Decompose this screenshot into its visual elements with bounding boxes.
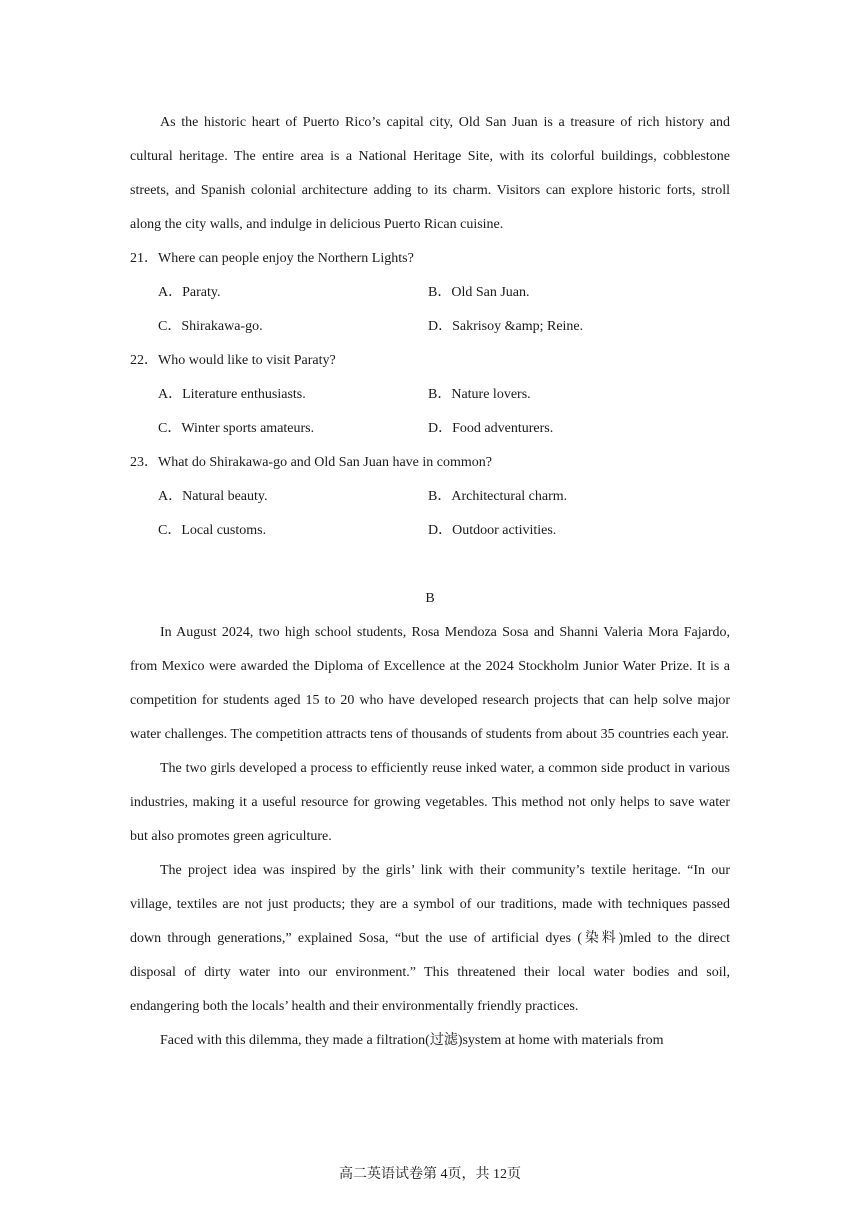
- option-a[interactable]: A．Paraty.: [158, 285, 221, 300]
- option-d[interactable]: D．Outdoor activities.: [428, 523, 557, 538]
- option-b[interactable]: B．Nature lovers.: [428, 387, 531, 402]
- question-22: [130, 344, 730, 446]
- option-b[interactable]: B．Architectural charm.: [428, 489, 568, 504]
- option-c[interactable]: C．Shirakawa-go.: [158, 319, 263, 334]
- section-b-paragraph: Faced with this dilemma, they made a filtration(过滤)system at home with materials from: [160, 1033, 664, 1048]
- option-c[interactable]: C．Winter sports amateurs.: [158, 421, 315, 436]
- option-list: [130, 480, 730, 548]
- question-23: [130, 446, 730, 548]
- option-a[interactable]: A．Literature enthusiasts.: [158, 387, 306, 402]
- section-b-paragraph: The two girls developed a process to efficiently reuse inked water, a common side product in various industries, making it a useful resource for growing vegetables. This method not only helps to save water but also promotes green agriculture.: [130, 761, 730, 844]
- question-stem: 22．Who would like to visit Paraty?: [130, 353, 336, 368]
- page-footer: 高二英语试卷第 4页，共 12页: [339, 1167, 521, 1182]
- section-b-paragraph: The project idea was inspired by the girls’ link with their community’s textile heritage. “In our village, textiles are not just products; they are a symbol of our traditions, made with techniques passed down through generations,” explained Sosa, “but the use of artificial dyes (染料)mled to the direct disposal of dirty water into our environment.” This threatened their local water bodies and soil, endangering both the locals’ health and their environmentally friendly practices.: [130, 863, 730, 1014]
- section-b-paragraph: In August 2024, two high school students, Rosa Mendoza Sosa and Shanni Valeria Mora Fajardo, from Mexico were awarded the Diploma of Excellence at the 2024 Stockholm Junior Water Prize. It is a competition for students aged 15 to 20 who have developed research projects that can help solve major water challenges. The competition attracts tens of thousands of students from about 35 countries each year.: [130, 625, 730, 742]
- option-c[interactable]: C．Local customs.: [158, 523, 267, 538]
- page-content: [130, 106, 730, 1058]
- option-d[interactable]: D．Sakrisoy &amp; Reine.: [428, 319, 584, 334]
- section-b-title: B: [425, 591, 435, 606]
- option-list: [130, 276, 730, 344]
- option-a[interactable]: A．Natural beauty.: [158, 489, 268, 504]
- option-b[interactable]: B．Old San Juan.: [428, 285, 530, 300]
- passage-a-paragraph: As the historic heart of Puerto Rico’s capital city, Old San Juan is a treasure of rich history and cultural heritage. The entire area is a National Heritage Site, with its colorful buildings, cobblestone streets, and Spanish colonial architecture adding to its charm. Visitors can explore historic forts, stroll along the city walls, and indulge in delicious Puerto Rican cuisine.: [130, 115, 730, 232]
- question-stem: 21．Where can people enjoy the Northern Lights?: [130, 251, 414, 266]
- question-stem: 23．What do Shirakawa-go and Old San Juan have in common?: [130, 455, 492, 470]
- option-list: [130, 378, 730, 446]
- question-21: [130, 242, 730, 344]
- option-d[interactable]: D．Food adventurers.: [428, 421, 554, 436]
